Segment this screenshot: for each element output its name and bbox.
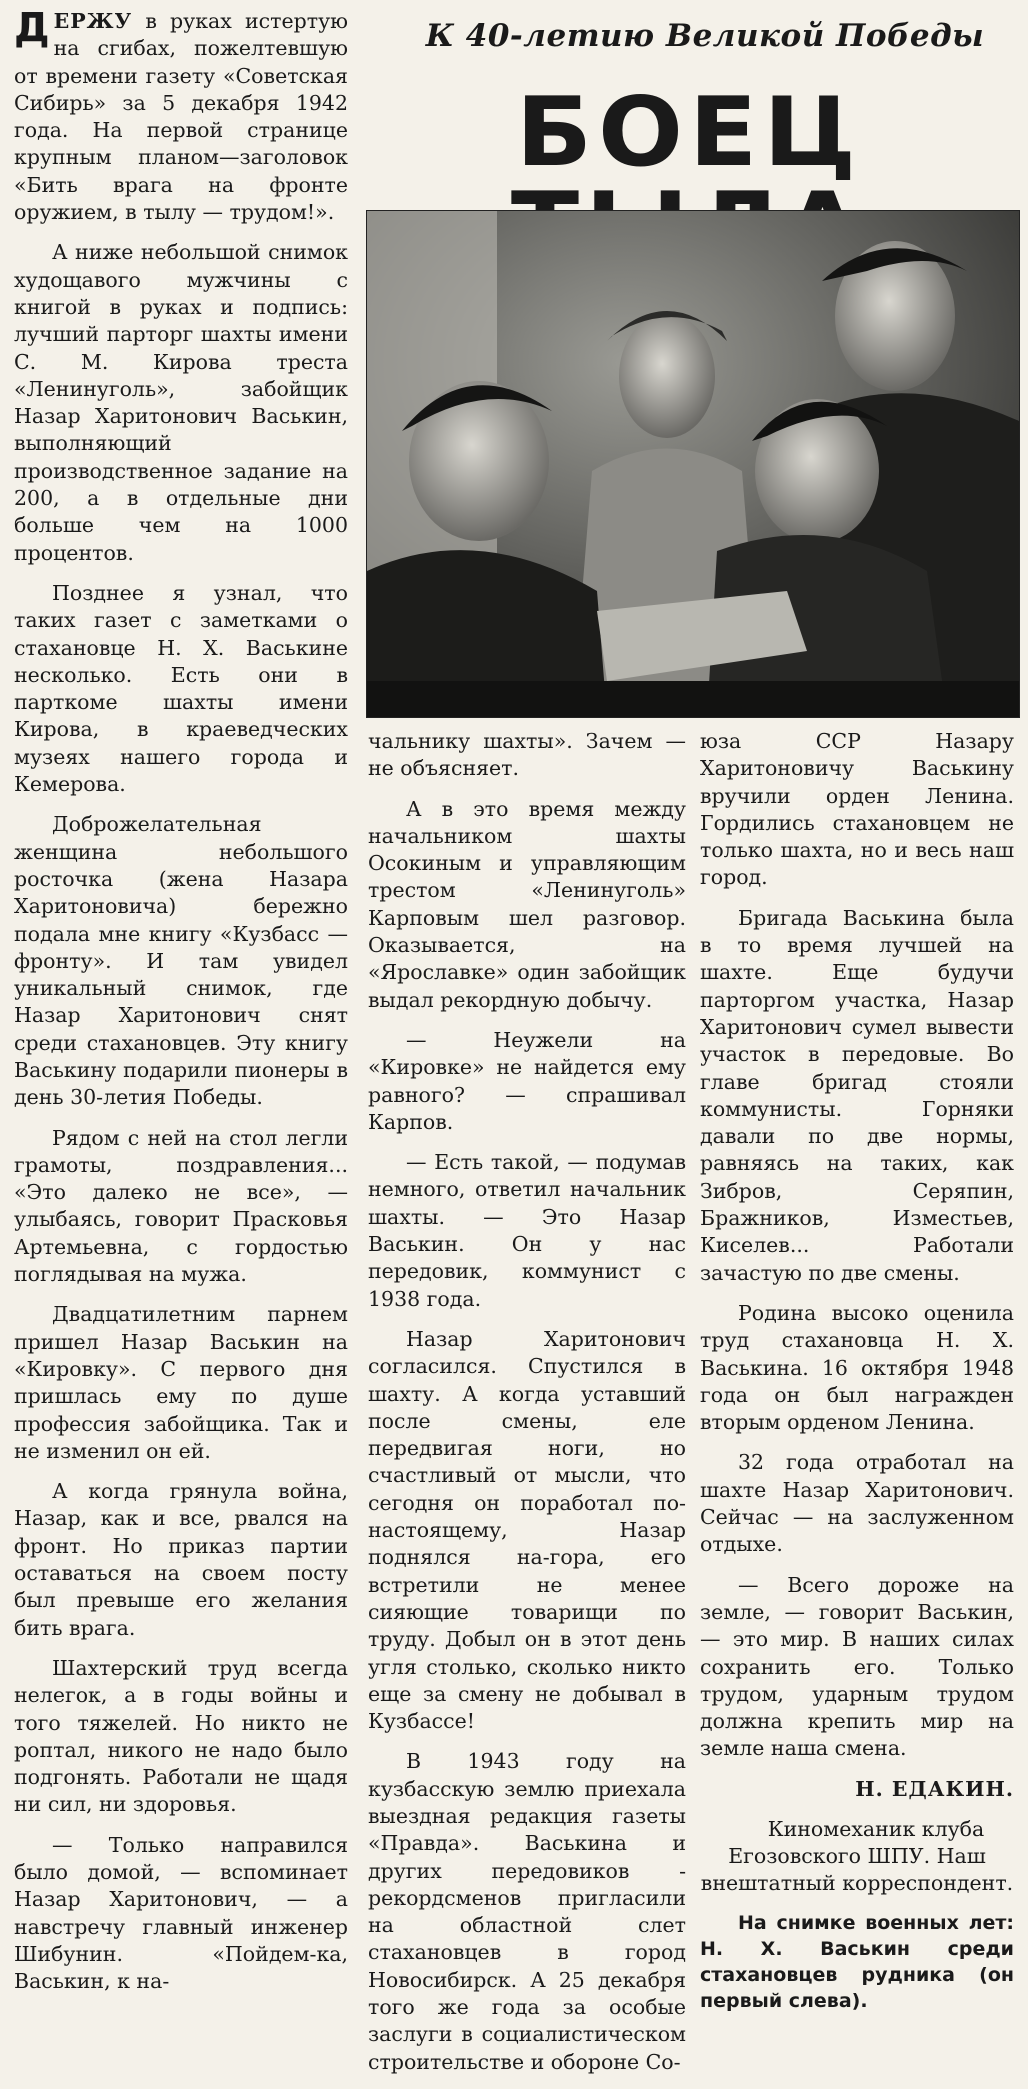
- column-2: [368, 728, 686, 2089]
- paragraph: — Есть такой, — подумав немного, ответил начальник шахты. — Это Назар Васькин. Он у нас передовик, коммунист с 1938 года.: [368, 1150, 686, 1311]
- column-3: [700, 728, 1014, 2027]
- paragraph: Бригада Васькина была в то время лучшей на шахте. Еще будучи парторгом участка, Назар Харитонович сумел вывести участок в передовые. Во главе бригад стояли коммунисты. Горняки давали по две нормы, равняясь на таких, как Зибров, Серяпин, Бражников, Изместьев, Киселев... Работали зачастую по две смены.: [700, 905, 1014, 1285]
- author-credit: Киномеханик клуба Егозовского ШПУ. Наш внештатный корреспондент.: [700, 1816, 1014, 1895]
- paragraph: Родина высоко оценила труд стахановца Н. Х. Васькина. 16 октября 1948 года он был награжден вторым орденом Ленина.: [700, 1300, 1014, 1435]
- rubric-kicker: К 40-летию Великой Победы: [425, 18, 985, 54]
- paragraph: Назар Харитонович согласился. Спустился в шахту. А когда уставший после смены, еле передвигая ноги, но счастливый от мысли, что сегодня он поработал по-настоящему, Назар поднялся на-гора, его встретили не менее сияющие товарищи по труду. Добыл он в этот день угля столько, сколько никто еще за смену не добывал в Кузбассе!: [368, 1326, 686, 1734]
- photo-caption: На снимке военных лет: Н. Х. Васькин среди стахановцев рудника (он первый слева).: [700, 1911, 1014, 2012]
- paragraph: — Только направился было домой, — вспоминает Назар Харитонович, — а навстречу главный инженер Шибунин. «Пойдем-ка, Васькин, к на-: [14, 1832, 348, 1994]
- lead-word: ЕРЖУ: [53, 9, 133, 33]
- paragraph: чальнику шахты». Зачем — не объясняет.: [368, 729, 686, 781]
- paragraph: — Всего дороже на земле, — говорит Васькин, — это мир. В наших силах сохранить его. Только трудом, ударным трудом должна крепить мир на земле наша смена.: [700, 1572, 1014, 1761]
- paragraph-lead: [14, 5, 348, 226]
- paragraph: Рядом с ней на стол легли грамоты, поздравления... «Это далеко не все», — улыбаясь, говорит Прасковья Артемьевна, с гордостью поглядывая на мужа.: [14, 1125, 348, 1287]
- paragraph: В 1943 году на кузбасскую землю приехала выездная редакция газеты «Правда». Васькина и других передовиков - рекордсменов пригласили на областной слет стахановцев в город Новосибирск. А 25 декабря того же года за особые заслуги в социалистическом строительстве и обороне Со-: [368, 1749, 686, 2074]
- paragraph: Доброжелательная женщина небольшого росточка (жена Назара Харитоновича) бережно подала мне книгу «Кузбасс — фронту». И там увидел уникальный снимок, где Назар Харитонович снят среди стахановцев. Эту книгу Васькину подарили пионеры в день 30-летия Победы.: [14, 812, 348, 1110]
- paragraph-text: в руках истертую на сгибах, пожелтевшую от времени газету «Советская Сибирь» за 5 декабря 1942 года. На первой странице крупным планом—заголовок «Бить врага на фронте оружием, в тылу — трудом!».: [14, 9, 348, 225]
- drop-cap: Д: [14, 5, 50, 51]
- column-1: [14, 5, 348, 2008]
- paragraph: — Неужели на «Кировке» не найдется ему равного? — спрашивал Карпов.: [368, 1027, 686, 1134]
- archival-photo: [366, 210, 1020, 718]
- paragraph: А ниже небольшой снимок худощавого мужчины с книгой в руках и подпись: лучший парторг шахты имени С. М. Кирова треста «Ленинуголь», забойщик Назар Харитонович Васькин, выполняющий производственное задание на 200, а в отдельные дни больше чем на 1000 процентов.: [14, 240, 348, 565]
- paragraph: А в это время между начальником шахты Осокиным и управляющим трестом «Ленинуголь» Карповым шел разговор. Оказывается, на «Ярославке» один забойщик выдал рекордную добычу.: [368, 796, 686, 1012]
- headline: БОЕЦ: [515, 76, 863, 188]
- paragraph: Шахтерский труд всегда нелегок, а в годы войны и того тяжелей. Но никто не роптал, никого не надо было подгонять. Работали не щадя ни сил, ни здоровья.: [14, 1655, 348, 1817]
- paragraph: Двадцатилетним парнем пришел Назар Васькин на «Кировку». С первого дня пришлась ему по душе профессия забойщика. Так и не изменил он ей.: [14, 1302, 348, 1463]
- author-signature: Н. ЕДАКИН.: [855, 1776, 1014, 1801]
- paragraph: 32 года отработал на шахте Назар Харитонович. Сейчас — на заслуженном отдыхе.: [700, 1450, 1014, 1557]
- paragraph: А когда грянула война, Назар, как и все, рвался на фронт. Но приказ партии оставаться на своем посту был превыше его желания бить врага.: [14, 1479, 348, 1640]
- paragraph: Позднее я узнал, что таких газет с заметками о стахановце Н. Х. Васькине несколько. Есть они в парткоме шахты имени Кирова, в краеведческих музеях нашего города и Кемерова.: [14, 580, 348, 797]
- paragraph: юза ССР Назару Харитоновичу Васькину вручили орден Ленина. Гордились стахановцем не только шахта, но и весь наш город.: [700, 729, 1014, 890]
